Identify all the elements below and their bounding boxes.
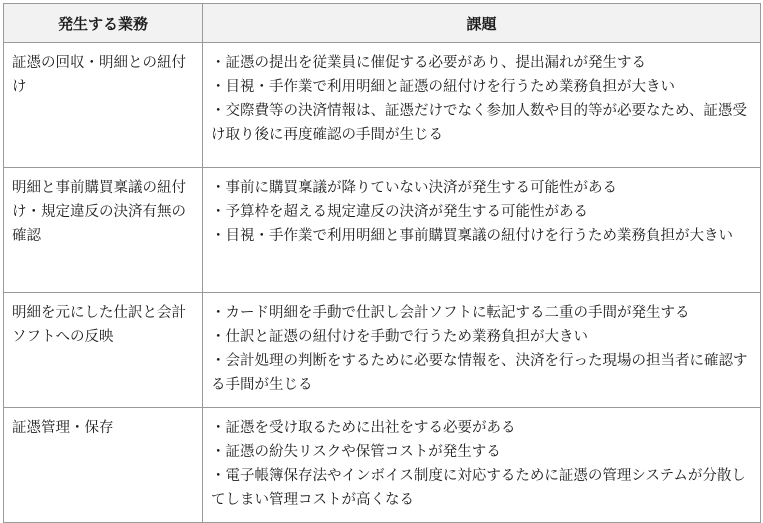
issue-item: ・電子帳簿保存法やインボイス制度に対応するために証憑の管理システムが分散してしまい管理コストが高くなる [211,468,746,508]
task-issue-table [3,3,761,523]
table-row [4,408,761,523]
header-issue: 課題 [203,4,761,43]
issue-cell [203,408,761,523]
table-header-row [4,4,761,43]
task-cell: 証憑の回収・明細との紐付け [4,43,203,168]
table-row [4,43,761,168]
issue-item: ・証憑の提出を従業員に催促する必要があり、提出漏れが発生する [211,55,646,71]
issue-item: ・交際費等の決済情報は、証憑だけでなく参加人数や目的等が必要なため、証憑受け取り後に再度確認の手間が生じる [211,103,747,143]
issue-cell [203,168,761,293]
issue-item: ・目視・手作業で利用明細と事前購買稟議の紐付けを行うため業務負担が大きい [211,228,733,244]
issue-item: ・事前に購買稟議が降りていない決済が発生する可能性がある [211,180,617,196]
issue-item: ・証憑を受け取るために出社をする必要がある [211,420,516,436]
issue-item: ・会計処理の判断をするために必要な情報を、決済を行った現場の担当者に確認する手間が生じる [211,353,748,393]
table-row [4,168,761,293]
issue-cell [203,293,761,408]
task-cell: 明細と事前購買稟議の紐付け・規定違反の決済有無の確認 [4,168,203,293]
issue-item: ・証憑の紛失リスクや保管コストが発生する [211,444,501,460]
table-row [4,293,761,408]
issue-item: ・仕訳と証憑の紐付けを手動で行うため業務負担が大きい [211,329,588,345]
issue-item: ・予算枠を超える規定違反の決済が発生する可能性がある [211,204,588,220]
task-cell: 証憑管理・保存 [4,408,203,523]
issue-cell [203,43,761,168]
task-cell: 明細を元にした仕訳と会計ソフトへの反映 [4,293,203,408]
issue-item: ・カード明細を手動で仕訳し会計ソフトに転記する二重の手間が発生する [211,305,690,321]
issue-item: ・目視・手作業で利用明細と証憑の紐付けを行うため業務負担が大きい [211,79,675,95]
header-task: 発生する業務 [4,4,203,43]
